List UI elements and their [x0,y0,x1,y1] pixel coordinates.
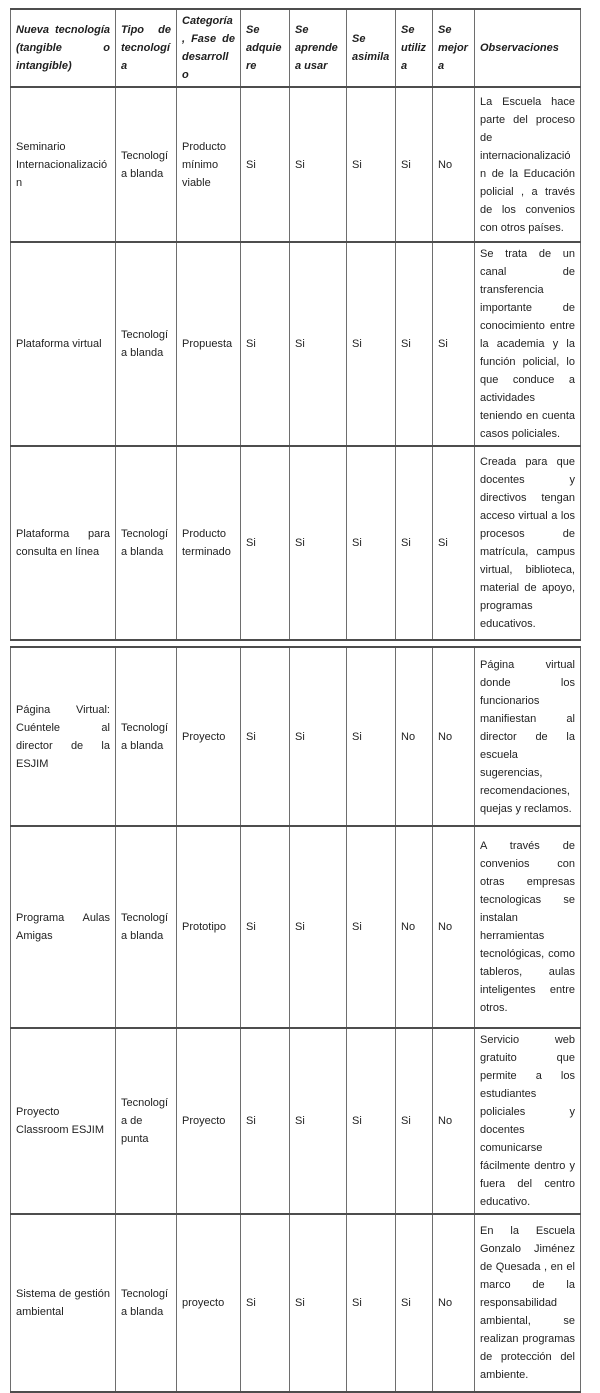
cell-asimila: Si [347,647,396,826]
table-row [11,87,581,242]
header-se-adquiere: Se adquiere [241,9,290,87]
header-categoria-fase: Categoría, Fase de desarrollo [177,9,241,87]
cell-adquiere: Si [241,446,290,640]
header-se-aprende: Se aprende a usar [290,9,347,87]
cell-asimila: Si [347,1028,396,1214]
cell-observaciones: La Escuela hace parte del proceso de internacionalización de la Educación policial , a través de los convenios con otros países. [475,87,581,242]
cell-utiliza: Si [396,1214,433,1392]
cell-tipo: Tecnología blanda [116,242,177,446]
cell-tipo: Tecnología de punta [116,1028,177,1214]
cell-categoria: Producto mínimo viable [177,87,241,242]
cell-utiliza: Si [396,87,433,242]
cell-nueva-tecnologia: Proyecto Classroom ESJIM [11,1028,116,1214]
cell-utiliza: Si [396,1028,433,1214]
cell-mejora: No [433,1028,475,1214]
cell-mejora: Si [433,242,475,446]
cell-observaciones: A través de convenios con otras empresas tecnologicas se instalan herramientas tecnológicas, como tableros, aulas inteligentes entre otros. [475,826,581,1028]
cell-nueva-tecnologia: Plataforma virtual [11,242,116,446]
cell-categoria: Proyecto [177,1028,241,1214]
header-se-asimila: Se asimila [347,9,396,87]
cell-utiliza: Si [396,242,433,446]
cell-mejora: No [433,1214,475,1392]
cell-adquiere: Si [241,242,290,446]
table-row [11,446,581,640]
header-observaciones: Observaciones [475,9,581,87]
table-row [11,826,581,1028]
header-tipo-tecnologia: Tipo de tecnología [116,9,177,87]
technology-table-segment-1 [10,8,581,641]
table-row [11,1214,581,1392]
cell-aprende: Si [290,242,347,446]
cell-observaciones: Servicio web gratuito que permite a los estudiantes policiales y docentes comunicarse fácilmente dentro y fuera del centro educativo. [475,1028,581,1214]
cell-asimila: Si [347,87,396,242]
cell-categoria: Propuesta [177,242,241,446]
cell-tipo: Tecnología blanda [116,1214,177,1392]
table-row [11,1028,581,1214]
cell-aprende: Si [290,1028,347,1214]
cell-tipo: Tecnología blanda [116,446,177,640]
cell-categoria: proyecto [177,1214,241,1392]
cell-observaciones: Página virtual donde los funcionarios manifiestan al director de la escuela sugerencias, recomendaciones, quejas y reclamos. [475,647,581,826]
cell-asimila: Si [347,446,396,640]
cell-categoria: Producto terminado [177,446,241,640]
cell-tipo: Tecnología blanda [116,87,177,242]
cell-mejora: No [433,87,475,242]
cell-nueva-tecnologia: Página Virtual: Cuéntele al director de la ESJIM [11,647,116,826]
cell-adquiere: Si [241,87,290,242]
cell-adquiere: Si [241,1214,290,1392]
technology-table-segment-2 [10,646,581,1393]
table-header-row [11,9,581,87]
cell-aprende: Si [290,87,347,242]
cell-adquiere: Si [241,826,290,1028]
cell-observaciones: En la Escuela Gonzalo Jiménez de Quesada , en el marco de la responsabilidad ambiental, se realizan programas de protección del ambiente. [475,1214,581,1392]
cell-asimila: Si [347,1214,396,1392]
header-se-utiliza: Se utiliza [396,9,433,87]
header-se-mejora: Se mejora [433,9,475,87]
cell-nueva-tecnologia: Seminario Internacionalización [11,87,116,242]
cell-nueva-tecnologia: Sistema de gestión ambiental [11,1214,116,1392]
cell-asimila: Si [347,242,396,446]
cell-utiliza: No [396,647,433,826]
cell-utiliza: Si [396,446,433,640]
cell-observaciones: Creada para que docentes y directivos tengan acceso virtual a los procesos de matrícula, campus virtual, biblioteca, material de apoyo, programas educativos. [475,446,581,640]
cell-adquiere: Si [241,647,290,826]
table-row [11,242,581,446]
cell-nueva-tecnologia: Programa Aulas Amigas [11,826,116,1028]
cell-tipo: Tecnología blanda [116,647,177,826]
cell-aprende: Si [290,647,347,826]
cell-asimila: Si [347,826,396,1028]
cell-aprende: Si [290,1214,347,1392]
cell-categoria: Prototipo [177,826,241,1028]
cell-aprende: Si [290,446,347,640]
cell-mejora: No [433,826,475,1028]
cell-observaciones: Se trata de un canal de transferencia importante de conocimiento entre la academia y la función policial, lo que conduce a actividades teniendo en cuenta casos policiales. [475,242,581,446]
cell-categoria: Proyecto [177,647,241,826]
cell-aprende: Si [290,826,347,1028]
cell-utiliza: No [396,826,433,1028]
header-nueva-tecnologia: Nueva tecnología (tangible o intangible) [11,9,116,87]
cell-adquiere: Si [241,1028,290,1214]
cell-tipo: Tecnología blanda [116,826,177,1028]
table-row [11,647,581,826]
cell-nueva-tecnologia: Plataforma para consulta en línea [11,446,116,640]
cell-mejora: Si [433,446,475,640]
cell-mejora: No [433,647,475,826]
